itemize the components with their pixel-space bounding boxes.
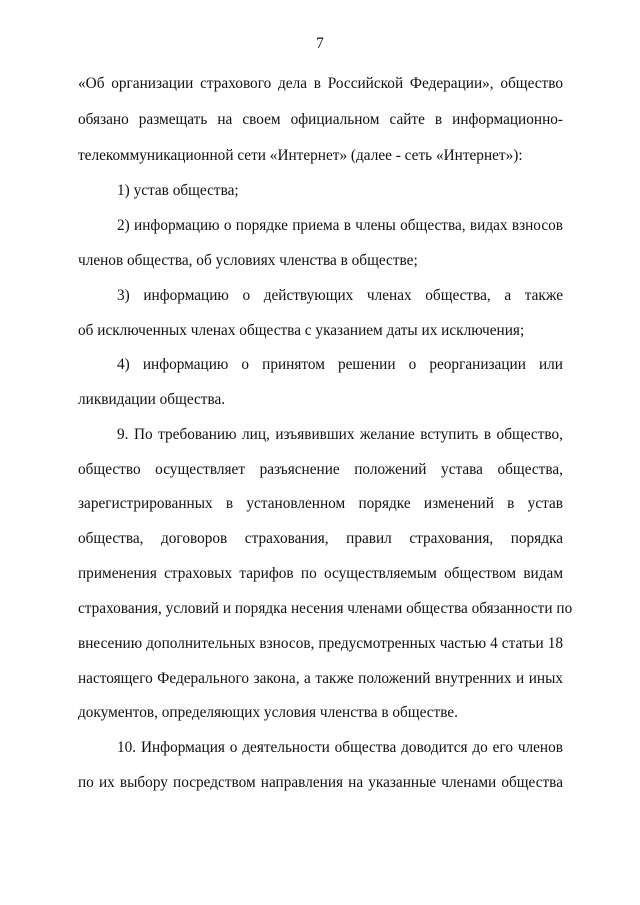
text-line: применения страховых тарифов по осуществляемым обществом видам — [78, 565, 563, 582]
list-item-3: 3) информацию о действующих членах общества, а также — [117, 287, 563, 304]
page-number: 7 — [316, 35, 324, 52]
text-line: документов, определяющих условия членства в обществе. — [78, 704, 458, 721]
text-line: настоящего Федерального закона, а также положений внутренних и иных — [78, 670, 563, 687]
list-item-1: 1) устав общества; — [117, 182, 239, 199]
text-line: «Об организации страхового дела в Российской Федерации», общество — [78, 75, 563, 92]
text-line: по их выбору посредством направления на указанные членами общества — [78, 774, 563, 791]
text-line: ликвидации общества. — [78, 391, 226, 408]
text-line: обязано размещать на своем официальном сайте в информационно- — [78, 111, 563, 128]
list-item-4: 4) информацию о принятом решении о реорганизации или — [117, 356, 563, 373]
paragraph-9-start: 9. По требованию лиц, изъявивших желание вступить в общество, — [117, 426, 563, 443]
text-line: внесению дополнительных взносов, предусмотренных частью 4 статьи 18 — [78, 635, 563, 652]
paragraph-10-start: 10. Информация о деятельности общества доводится до его членов — [117, 739, 563, 756]
text-line: членов общества, об условиях членства в обществе; — [78, 252, 418, 269]
list-item-2: 2) информацию о порядке приема в члены общества, видах взносов — [117, 217, 563, 234]
text-line: зарегистрированных в установленном порядке изменений в устав — [78, 495, 563, 512]
text-line: общество осуществляет разъяснение положений устава общества, — [78, 461, 563, 478]
text-line: телекоммуникационной сети «Интернет» (далее - сеть «Интернет»): — [78, 147, 523, 164]
text-line: об исключенных членах общества с указанием даты их исключения; — [78, 322, 525, 339]
text-line: общества, договоров страхования, правил страхования, порядка — [78, 530, 563, 547]
text-line: страхования, условий и порядка несения членами общества обязанности по — [78, 600, 573, 617]
